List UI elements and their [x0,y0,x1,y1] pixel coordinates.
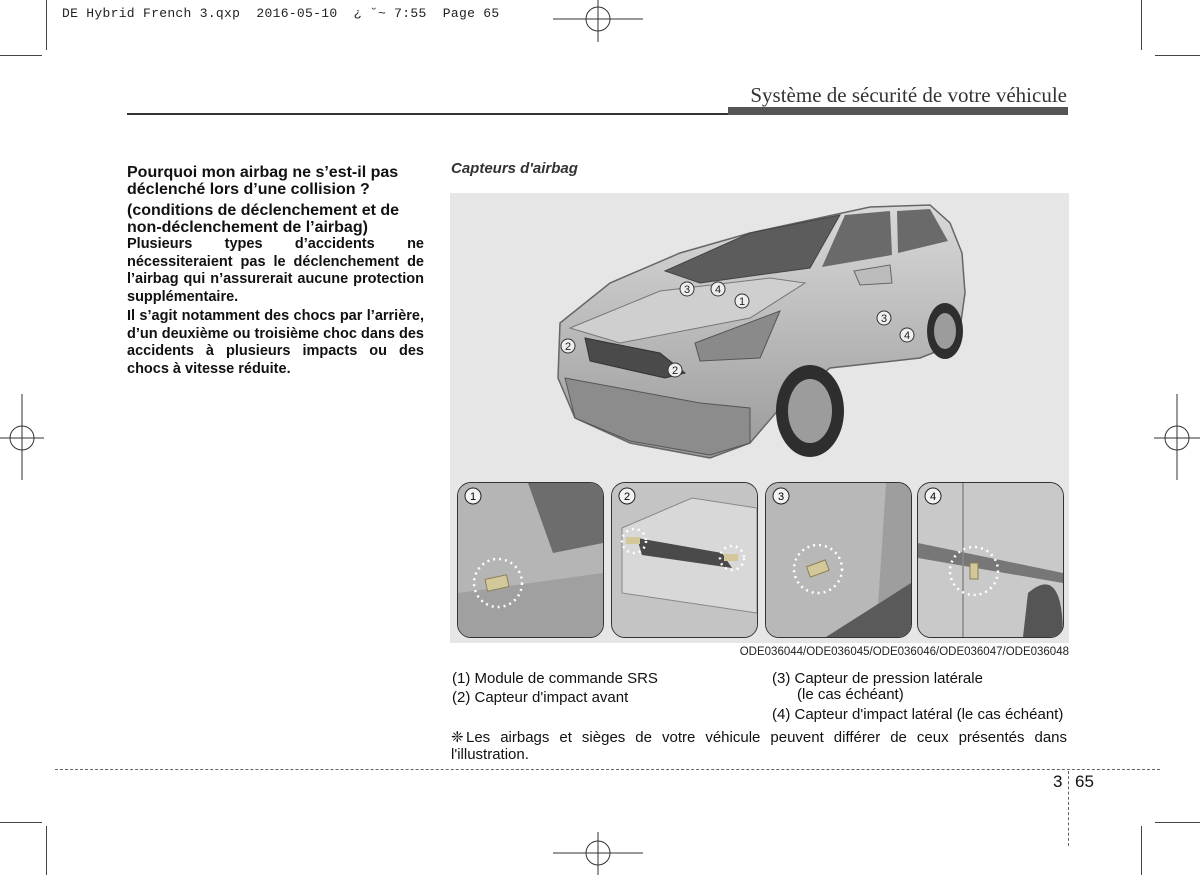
chapter-number: 3 [1053,772,1063,791]
crop-mark [0,822,42,823]
callout-1: 1 [738,296,746,308]
legend-item-4: (4) Capteur d'impact latéral (le cas échéant) [772,706,1064,723]
thumbnail-pressure-sensor [765,482,912,638]
header-rule-bar [728,107,1068,115]
legend-item-3-note: (le cas échéant) [797,686,904,703]
conditions-heading: (conditions de déclenchement et de non-déclenchement de l’airbag) [127,202,400,236]
page-number-divider [1068,771,1069,846]
note [451,729,1067,763]
legend-item-1: (1) Module de commande SRS [452,670,658,687]
thumbnail-srs-module [457,482,604,638]
footer-dashed-rule [55,769,1160,770]
header-rule [127,113,728,115]
thumbnail-front-sensor [611,482,758,638]
figure-caption: Capteurs d'airbag [451,160,578,177]
question-heading: Pourquoi mon airbag ne s’est-il pas déclenché lors d’une collision ? [127,164,399,198]
car-illustration [450,193,1069,478]
callout-4: 4 [903,330,911,342]
legend-item-3: (3) Capteur de pression latérale [772,670,983,687]
running-head: Système de sécurité de votre véhicule [750,83,1067,107]
thumb-label-2: 2 [623,491,631,503]
page-number: 65 [1075,772,1094,791]
figure-reference: ODE036044/ODE036045/ODE036046/ODE036047/ODE036048 [739,646,1069,658]
thumb-label-1: 1 [469,491,477,503]
callout-2: 2 [671,365,679,377]
registration-mark-top [553,0,643,45]
crop-mark [46,0,47,50]
crop-mark [1155,822,1200,823]
thumb-label-4: 4 [929,491,937,503]
crop-mark [1155,55,1200,56]
callout-2: 2 [564,341,572,353]
crop-mark [1141,0,1142,50]
registration-mark-bottom [553,830,643,875]
paragraph-2: Il s’agit notamment des chocs par l’arrière, d’un deuxième ou troisième choc dans des accidents à plusieurs impacts ou des chocs à vitesse réduite. [127,308,424,377]
callout-3: 3 [880,313,888,325]
crop-mark [0,55,42,56]
legend-item-2: (2) Capteur d'impact avant [452,689,629,706]
note-symbol: ❈ [451,729,464,746]
registration-mark-left [0,392,45,482]
print-slug: DE Hybrid French 3.qxp 2016-05-10 ¿ ˘~ 7:55 Page 65 [62,6,500,21]
callout-3: 3 [683,284,691,296]
thumbnail-side-impact-sensor [917,482,1064,638]
paragraph-1: Plusieurs types d’accidents ne nécessiteraient pas le déclenchement de l’airbag qui n’assurerait aucune protection supplémentaire. [127,236,424,305]
left-column [127,164,424,378]
registration-mark-right [1152,392,1200,482]
callout-4: 4 [714,284,722,296]
crop-mark [46,826,47,875]
thumb-label-3: 3 [777,491,785,503]
crop-mark [1141,826,1142,875]
note-text: Les airbags et sièges de votre véhicule peuvent différer de ceux présentés dans l'illustration. [451,729,1067,763]
